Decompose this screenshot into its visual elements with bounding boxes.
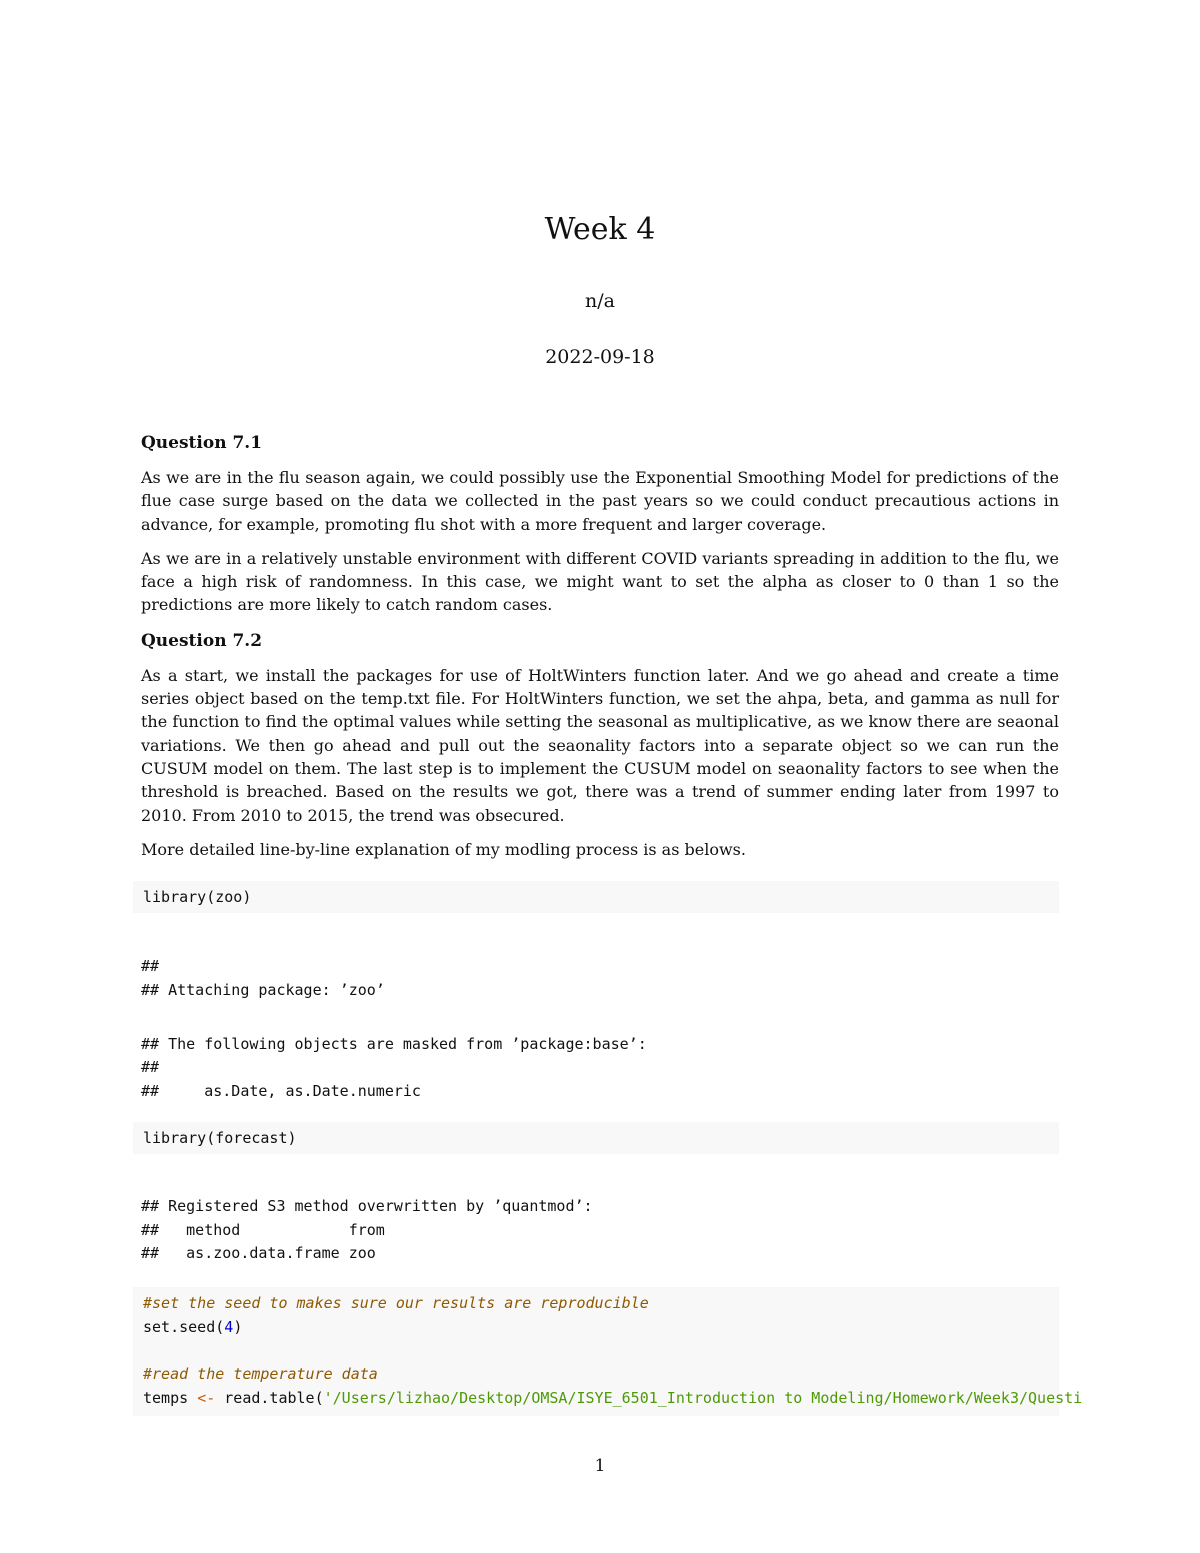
document-date: 2022-09-18 [545, 346, 655, 368]
code-line: library(forecast) [143, 1129, 297, 1148]
output-masked-objects [141, 1033, 1059, 1103]
output-registered-s3 [141, 1195, 1059, 1265]
code-chunk-library-zoo [133, 881, 1059, 913]
output-line: ## The following objects are masked from ’package:base’: [141, 1034, 647, 1053]
code-token: temps [143, 1389, 198, 1408]
code-blank-line [143, 1339, 1059, 1362]
code-number: 4 [224, 1318, 234, 1337]
question-7-2-paragraph-2: More detailed line-by-line explanation of my modling process is as belows. [141, 839, 746, 859]
code-line: library(zoo) [143, 888, 252, 907]
document-author: n/a [585, 290, 615, 312]
output-line: ## Registered S3 method overwritten by ’quantmod’: [141, 1197, 593, 1216]
question-7-2-paragraph-1: As a start, we install the packages for use of HoltWinters function later. And we go ahead and create a time series object based on the temp.txt file. For HoltWinters function, we set the ahpa, beta, and gamma as null for the function to find the optimal values while setting the seasonal as multiplicative, as we know there are seaonal variations. We then go ahead and pull out the seaonality factors into a separate object so we can run the CUSUM model on them. The last step is to implement the CUSUM model on seaonality factors to see when the threshold is breached. Based on the results we got, there was a trend of summer ending later from 1997 to 2010. From 2010 to 2015, the trend was obsecured. [141, 665, 1059, 825]
code-token: set.seed( [143, 1318, 225, 1337]
question-7-1-paragraph-1: As we are in the flu season again, we could possibly use the Exponential Smoothing Model for predictions of the flue case surge based on the data we collected in the past years so we could conduct precautious actions in advance, for example, promoting flu shot with a more frequent and larger coverage. [141, 468, 1059, 534]
code-chunk-read-data [133, 1287, 1083, 1416]
output-line: ## as.zoo.data.frame zoo [141, 1244, 376, 1262]
code-token: read.table( [215, 1389, 324, 1408]
output-line: ## [141, 957, 160, 976]
code-comment: #set the seed to makes sure our results are reproducible [143, 1294, 649, 1313]
output-line: ## as.Date, as.Date.numeric [141, 1081, 421, 1100]
question-7-1-paragraph-2: As we are in a relatively unstable environment with different COVID variants spreading in addition to the flu, we face a high risk of randomness. In this case, we might want to set the alpha as closer to 0 than 1 so the predictions are more likely to catch random cases. [141, 548, 1059, 615]
question-7-1-heading: Question 7.1 [141, 433, 263, 453]
code-line-set-seed [143, 1315, 1059, 1339]
code-string: '/Users/lizhao/Desktop/OMSA/ISYE_6501_Introduction to Modeling/Homework/Week3/Questi [323, 1389, 1083, 1408]
page-number: 1 [594, 1456, 606, 1476]
code-chunk-library-forecast [133, 1122, 1059, 1154]
code-token: ) [233, 1318, 243, 1337]
code-comment: #read the temperature data [143, 1365, 378, 1384]
code-operator: <- [197, 1389, 216, 1408]
document-title: Week 4 [544, 212, 656, 247]
code-line-read-table [143, 1386, 1083, 1410]
output-line: ## Attaching package: ’zoo’ [141, 980, 385, 999]
output-line: ## method from [141, 1220, 385, 1239]
output-line: ## [141, 1058, 160, 1077]
question-7-2-heading: Question 7.2 [141, 630, 263, 651]
output-attaching-zoo [141, 955, 1059, 1002]
document-body [141, 430, 1083, 1416]
